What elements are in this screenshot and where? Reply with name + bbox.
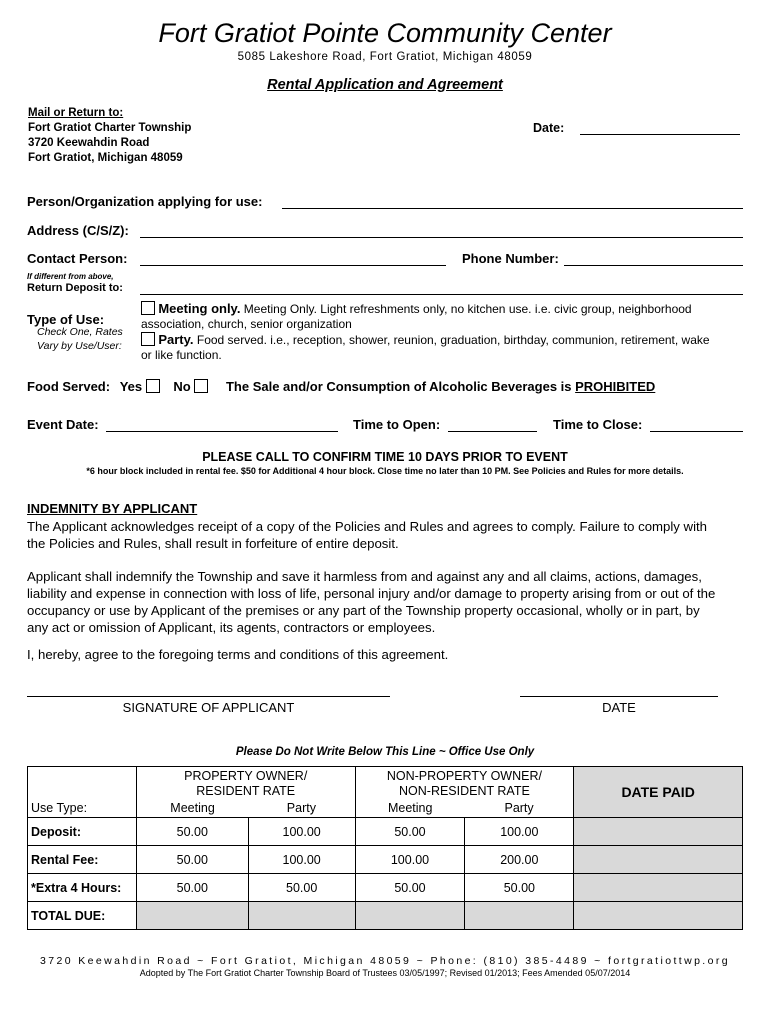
center-address: 5085 Lakeshore Road, Fort Gratiot, Michigan 48059 bbox=[237, 51, 533, 63]
extra-hours-label: *Extra 4 Hours: bbox=[28, 874, 137, 902]
table-row bbox=[28, 818, 743, 846]
rental-fee-resident-meeting: 50.00 bbox=[136, 846, 248, 874]
meeting-title: Meeting only. bbox=[158, 301, 241, 316]
indemnity-p1-line2: the Policies and Rules, shall result in forfeiture of entire deposit. bbox=[27, 536, 399, 551]
total-nonresident-party[interactable] bbox=[465, 902, 574, 930]
time-open-field[interactable] bbox=[448, 416, 537, 432]
party-checkbox[interactable] bbox=[141, 332, 155, 346]
food-yes-checkbox[interactable] bbox=[146, 379, 160, 393]
type-of-use-hint1: Check One, Rates bbox=[37, 326, 123, 338]
meeting-desc2: association, church, senior organization bbox=[141, 317, 352, 331]
rental-fee-date-paid[interactable] bbox=[574, 846, 743, 874]
total-nonresident-meeting[interactable] bbox=[355, 902, 465, 930]
signature-date-label: DATE bbox=[602, 700, 636, 715]
deposit-date-paid[interactable] bbox=[574, 818, 743, 846]
return-deposit-label: Return Deposit to: bbox=[27, 282, 123, 294]
food-no-label: No bbox=[173, 379, 191, 394]
food-no-checkbox[interactable] bbox=[194, 379, 208, 393]
event-date-label: Event Date: bbox=[27, 417, 99, 432]
time-close-field[interactable] bbox=[650, 416, 743, 432]
applicant-field[interactable] bbox=[282, 193, 743, 209]
mail-to-line3: Fort Gratiot, Michigan 48059 bbox=[28, 152, 183, 164]
office-use-note: Please Do Not Write Below This Line ~ Office Use Only bbox=[235, 746, 535, 758]
meeting-checkbox[interactable] bbox=[141, 301, 155, 315]
signature-line[interactable] bbox=[27, 696, 390, 697]
footer-contact: 3720 Keewahdin Road ~ Fort Gratiot, Michigan 48059 ~ Phone: (810) 385-4489 ~ fortgratiottwp.org bbox=[40, 955, 730, 967]
deposit-nonresident-party: 100.00 bbox=[465, 818, 574, 846]
call-notice: PLEASE CALL TO CONFIRM TIME 10 DAYS PRIOR TO EVENT bbox=[202, 450, 568, 464]
party-desc2: or like function. bbox=[141, 348, 222, 362]
nonresident-meeting-header: Meeting bbox=[355, 799, 465, 818]
rental-fee-resident-party: 100.00 bbox=[248, 846, 355, 874]
total-date-paid[interactable] bbox=[574, 902, 743, 930]
block-notice: *6 hour block included in rental fee. $50 for Additional 4 hour block. Close time no later than 10 PM. See Policies and Rules for more details. bbox=[86, 466, 684, 476]
alcohol-notice: The Sale and/or Consumption of Alcoholic Beverages is bbox=[225, 379, 572, 394]
address-label: Address (C/S/Z): bbox=[27, 223, 129, 238]
deposit-label: Deposit: bbox=[28, 818, 137, 846]
mail-to-line2: 3720 Keewahdin Road bbox=[28, 137, 150, 149]
resident-rate-line2: RESIDENT RATE bbox=[196, 784, 296, 798]
mail-to-line1: Fort Gratiot Charter Township bbox=[28, 122, 192, 134]
meeting-desc: Meeting Only. Light refreshments only, no kitchen use. i.e. civic group, neighborhood bbox=[243, 302, 692, 316]
party-desc: Food served. i.e., reception, shower, reunion, graduation, birthday, communion, retirement, wake bbox=[196, 333, 710, 347]
signature-date-line[interactable] bbox=[520, 696, 718, 697]
use-type-label: Use Type: bbox=[31, 801, 88, 815]
time-open-label: Time to Open: bbox=[353, 417, 441, 432]
food-yes-label: Yes bbox=[119, 379, 143, 394]
indemnity-p2-line2: liability and expense in connection with loss of life, personal injury and/or damage to property arising from or out of the bbox=[27, 586, 716, 601]
table-row bbox=[28, 846, 743, 874]
nonresident-party-header: Party bbox=[465, 799, 574, 818]
phone-label: Phone Number: bbox=[462, 251, 559, 266]
resident-party-header: Party bbox=[248, 799, 355, 818]
extra-hours-nonresident-meeting: 50.00 bbox=[355, 874, 465, 902]
party-title: Party. bbox=[158, 332, 194, 347]
indemnity-paragraph-2 bbox=[27, 568, 745, 636]
nonresident-rate-line2: NON-RESIDENT RATE bbox=[399, 784, 530, 798]
date-field[interactable] bbox=[580, 120, 740, 135]
resident-meeting-header: Meeting bbox=[136, 799, 248, 818]
use-type-cell bbox=[28, 767, 137, 818]
indemnity-p2-line1: Applicant shall indemnify the Township and save it harmless from and against any and all claims, actions, damages, bbox=[27, 569, 702, 584]
deposit-nonresident-meeting: 50.00 bbox=[355, 818, 465, 846]
address-field[interactable] bbox=[140, 222, 743, 238]
party-option bbox=[141, 332, 746, 363]
applicant-label: Person/Organization applying for use: bbox=[27, 194, 263, 209]
resident-rate-header bbox=[136, 767, 355, 800]
meeting-option bbox=[141, 301, 746, 332]
date-label: Date: bbox=[533, 121, 565, 135]
page-title: Fort Gratiot Pointe Community Center bbox=[158, 18, 612, 48]
nonresident-rate-header bbox=[355, 767, 574, 800]
type-of-use-label: Type of Use: bbox=[27, 312, 105, 327]
indemnity-heading: INDEMNITY BY APPLICANT bbox=[27, 501, 198, 516]
contact-label: Contact Person: bbox=[27, 251, 128, 266]
extra-hours-resident-meeting: 50.00 bbox=[136, 874, 248, 902]
rental-fee-label: Rental Fee: bbox=[28, 846, 137, 874]
rental-fee-nonresident-party: 200.00 bbox=[465, 846, 574, 874]
food-served-label: Food Served: bbox=[27, 379, 111, 394]
time-close-label: Time to Close: bbox=[553, 417, 643, 432]
table-row bbox=[28, 902, 743, 930]
extra-hours-resident-party: 50.00 bbox=[248, 874, 355, 902]
total-due-label: TOTAL DUE: bbox=[28, 902, 137, 930]
deposit-resident-meeting: 50.00 bbox=[136, 818, 248, 846]
type-of-use-hint2: Vary by Use/User: bbox=[37, 340, 122, 352]
indemnity-p1-line1: The Applicant acknowledges receipt of a copy of the Policies and Rules and agrees to comply. Failure to comply with bbox=[27, 519, 708, 534]
return-deposit-field[interactable] bbox=[140, 280, 743, 295]
phone-field[interactable] bbox=[564, 250, 743, 266]
table-row bbox=[28, 874, 743, 902]
mail-to-label: Mail or Return to: bbox=[28, 107, 124, 119]
signature-label: SIGNATURE OF APPLICANT bbox=[122, 700, 295, 715]
event-date-field[interactable] bbox=[106, 416, 338, 432]
total-resident-meeting[interactable] bbox=[136, 902, 248, 930]
resident-rate-line1: PROPERTY OWNER/ bbox=[184, 769, 308, 783]
agreement-statement: I, hereby, agree to the foregoing terms and conditions of this agreement. bbox=[27, 647, 449, 662]
total-resident-party[interactable] bbox=[248, 902, 355, 930]
footer-adoption: Adopted by The Fort Gratiot Charter Township Board of Trustees 03/05/1997; Revised 01/2013; Fees Amended 05/07/2014 bbox=[139, 968, 631, 978]
deposit-resident-party: 100.00 bbox=[248, 818, 355, 846]
extra-hours-date-paid[interactable] bbox=[574, 874, 743, 902]
if-different-note: If different from above, bbox=[27, 272, 114, 281]
contact-field[interactable] bbox=[140, 250, 446, 266]
form-title: Rental Application and Agreement bbox=[267, 77, 503, 93]
table-header-row bbox=[28, 767, 743, 800]
food-served-row bbox=[27, 379, 655, 394]
office-use-table bbox=[27, 766, 743, 930]
indemnity-paragraph-1 bbox=[27, 518, 745, 552]
prohibited-text: PROHIBITED bbox=[575, 379, 656, 394]
mail-to-block bbox=[28, 106, 191, 166]
rental-fee-nonresident-meeting: 100.00 bbox=[355, 846, 465, 874]
extra-hours-nonresident-party: 50.00 bbox=[465, 874, 574, 902]
indemnity-p2-line3: occupancy or use by Applicant of the premises or any part of the Township property occasional, wholly or in part, by bbox=[27, 603, 700, 618]
date-paid-header: DATE PAID bbox=[574, 767, 743, 818]
nonresident-rate-line1: NON-PROPERTY OWNER/ bbox=[386, 769, 542, 783]
indemnity-p2-line4: any act or omission of Applicant, its agents, contractors or employees. bbox=[27, 620, 436, 635]
